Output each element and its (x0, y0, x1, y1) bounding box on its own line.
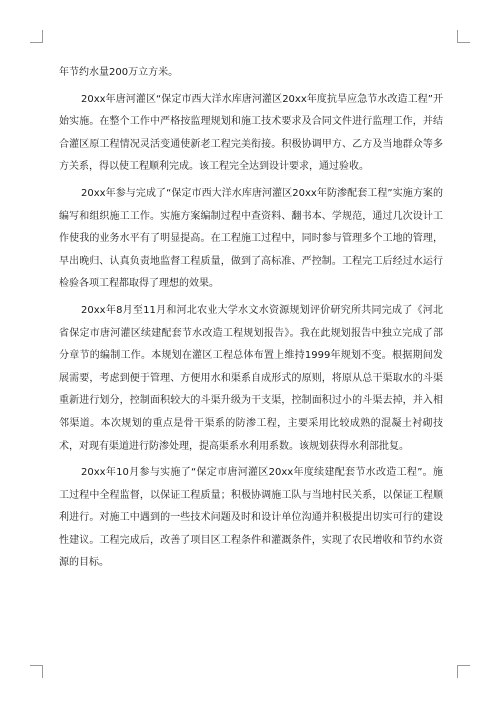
paragraph-1: 年节约水量200万立方米。 (59, 67, 179, 78)
crop-mark-bottom-right (457, 665, 470, 678)
crop-mark-bottom-left (30, 665, 43, 678)
document-body (59, 62, 443, 579)
paragraph-4: 20xx年8月至11月和河北农业大学水文水资源规划评价研究所共同完成了《河北省保定市唐河灌区续建配套节水改造工程规划报告》。我在此规划报告中独立完成了部分章节的编制工作。本规划在灌区工程总体布置上维持1999年规划不变。根据期间发展需要，考虑到便于管理、方便用水和渠系自成形式的原则，将原从总干渠取水的斗渠重新进行划分，控制面积较大的斗渠升级为干支渠，控制面积过小的斗渠去掉，并入相邻渠道。本次规划的重点是骨干渠系的防渗工程，主要采用比较成熟的混凝土衬砌技术，对现有渠道进行防渗处理，提高渠系水利用系数。该规划获得水利部批复。 (59, 304, 443, 452)
paragraph-3: 20xx年参与完成了“保定市西大洋水库唐河灌区20xx年防渗配套工程”实施方案的编写和组织施工工作。实施方案编制过程中查资料、翻书本、学规范，通过几次设计工作使我的业务水平有了明显提高。在工程施工过程中，同时参与管理多个工地的管理，早出晚归、认真负责地监督工程质量，做到了高标准、严控制。工程完工后经过水运行检验各项工程都取得了理想的效果。 (59, 187, 443, 290)
crop-mark-top-left (30, 30, 43, 43)
paragraph-5: 20xx年10月参与实施了“保定市唐河灌区20xx年度续建配套节水改造工程”。施工过程中全程监督，以保证工程质量；积极协调施工队与当地村民关系，以保证工程顺利进行。对施工中遇到的一些技术问题及时和设计单位沟通并积极提出切实可行的建设性建议。工程完成后，改善了项目区工程条件和灌溉条件，实现了农民增收和节约水资源的目标。 (59, 467, 443, 569)
crop-mark-top-right (457, 30, 470, 43)
paragraph-2: 20xx年唐河灌区“保定市西大洋水库唐河灌区20xx年度抗旱应急节水改造工程”开始实施。在整个工作中严格按监理规划和施工技术要求及合同文件进行监理工作，并结合灌区原工程情况灵活变通使新老工程完美衔接。积极协调甲方、乙方及当地群众等多方关系，得以使工程顺利完成。该工程完全达到设计要求，通过验收。 (59, 93, 443, 173)
